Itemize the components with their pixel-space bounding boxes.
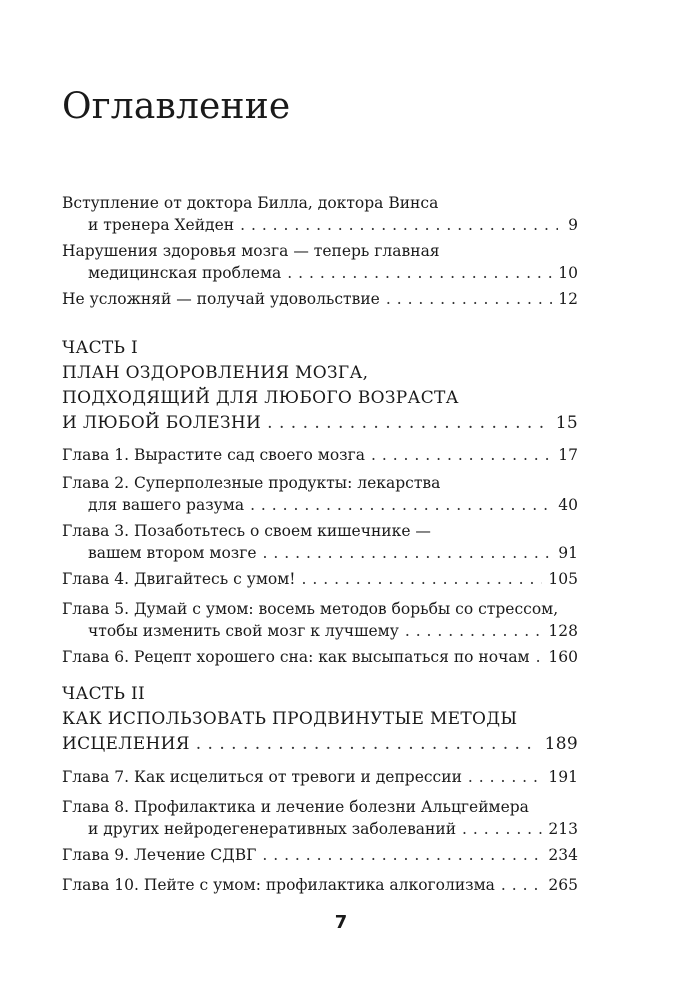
toc-entry-text: для вашего разума (88, 496, 245, 514)
leader-dots (267, 411, 550, 436)
toc-page-number: 128 (548, 622, 578, 640)
toc-entry (62, 192, 578, 236)
part-title: ПОДХОДЯЩИЙ ДЛЯ ЛЮБОГО ВОЗРАСТА (62, 388, 459, 408)
part-heading (62, 682, 578, 757)
toc-page-number: 12 (558, 290, 578, 308)
toc-entry-text: и тренера Хейден (88, 216, 235, 234)
toc-page-number: 10 (558, 264, 578, 282)
toc-entry (62, 240, 578, 284)
leader-dots (501, 874, 542, 896)
leader-dots (386, 288, 552, 310)
toc-page-number: 213 (548, 820, 578, 838)
leader-dots (240, 214, 558, 236)
toc-page-number: 234 (548, 846, 578, 864)
leader-dots (536, 646, 543, 668)
leader-dots (468, 766, 543, 788)
toc-page-number: 17 (558, 446, 578, 464)
leader-dots (302, 568, 543, 590)
toc-entry-text: вашем втором мозге (88, 544, 257, 562)
toc-entry-text: Глава 10. Пейте с умом: профилактика алкоголизма (62, 876, 495, 894)
toc-entry-text: Нарушения здоровья мозга — теперь главная (62, 242, 440, 260)
toc-page-number: 15 (555, 413, 578, 433)
toc-entry (62, 472, 578, 516)
toc-entry-text: Глава 9. Лечение СДВГ (62, 846, 257, 864)
toc-entry-text: Глава 5. Думай с умом: восемь методов борьбы со стрессом, (62, 600, 559, 618)
toc-entry-text: Вступление от доктора Билла, доктора Винса (62, 194, 439, 212)
toc-entry (62, 844, 578, 866)
part-title: ИСЦЕЛЕНИЯ (62, 734, 190, 754)
toc-page-number: 160 (548, 648, 578, 666)
toc-entry-text: Глава 3. Позаботьтесь о своем кишечнике — (62, 522, 431, 540)
leader-dots (405, 620, 543, 642)
toc-page-number: 91 (558, 544, 578, 562)
leader-dots (250, 494, 552, 516)
toc-entry-text: Не усложняй — получай удовольствие (62, 290, 380, 308)
part-label: ЧАСТЬ II (62, 684, 146, 704)
toc-entry (62, 520, 578, 564)
leader-dots (287, 262, 552, 284)
toc-entry-text: Глава 2. Суперполезные продукты: лекарства (62, 474, 441, 492)
toc-entry-text: Глава 1. Вырастите сад своего мозга (62, 446, 365, 464)
toc-page-number: 40 (558, 496, 578, 514)
toc-page-number: 265 (548, 876, 578, 894)
toc-entry-text: и других нейродегенеративных заболеваний (88, 820, 457, 838)
page-title: Оглавление (62, 86, 291, 127)
toc-entry-text: медицинская проблема (88, 264, 282, 282)
toc-entry-text: Глава 4. Двигайтесь с умом! (62, 570, 296, 588)
toc-entry-text: Глава 7. Как исцелиться от тревоги и депрессии (62, 768, 462, 786)
page-number: 7 (334, 912, 348, 933)
toc-entry (62, 598, 578, 642)
toc-entry (62, 796, 578, 840)
part-title: И ЛЮБОЙ БОЛЕЗНИ (62, 413, 262, 433)
part-title: ПЛАН ОЗДОРОВЛЕНИЯ МОЗГА, (62, 363, 369, 383)
leader-dots (371, 444, 552, 466)
leader-dots (263, 542, 553, 564)
toc-page-number: 189 (544, 734, 578, 754)
toc-entry-text: чтобы изменить свой мозг к лучшему (88, 622, 399, 640)
toc-entry (62, 646, 578, 668)
part-label: ЧАСТЬ I (62, 338, 139, 358)
toc-entry (62, 766, 578, 788)
part-title: КАК ИСПОЛЬЗОВАТЬ ПРОДВИНУТЫЕ МЕТОДЫ (62, 709, 518, 729)
leader-dots (196, 732, 539, 757)
toc-entry (62, 568, 578, 590)
toc-entry (62, 874, 578, 896)
toc-page-number: 105 (548, 570, 578, 588)
toc-entry-text: Глава 8. Профилактика и лечение болезни Альцгеймера (62, 798, 529, 816)
leader-dots (262, 844, 542, 866)
toc-entry (62, 288, 578, 310)
leader-dots (462, 818, 542, 840)
toc-page-number: 191 (548, 768, 578, 786)
toc-entry (62, 444, 578, 466)
toc-page-number: 9 (568, 216, 578, 234)
toc-entry-text: Глава 6. Рецепт хорошего сна: как высыпаться по ночам (62, 648, 530, 666)
part-heading (62, 336, 578, 436)
